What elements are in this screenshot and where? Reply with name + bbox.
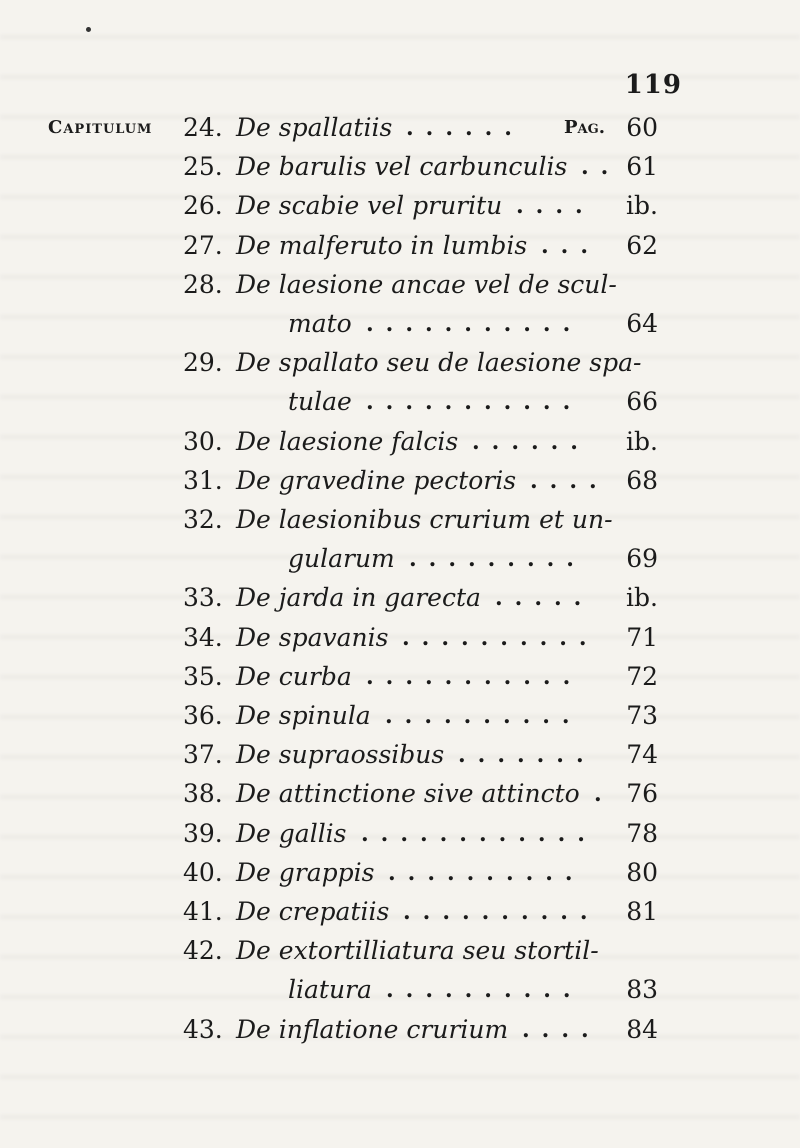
chapter-number: 40. [183, 857, 223, 887]
chapter-title: De barulis vel carbunculis [236, 152, 568, 182]
chapter-title: De grappis [236, 857, 375, 887]
dot-leader: .... [522, 1016, 601, 1043]
chapter-number: 41. [183, 897, 223, 926]
dot-leader: .......... [403, 899, 600, 925]
toc-line [0, 696, 800, 736]
toc-line [0, 186, 800, 226]
page-reference: 76 [626, 779, 658, 809]
page-reference: 69 [626, 544, 658, 574]
page-reference: 81 [626, 897, 658, 926]
toc-line [0, 304, 800, 344]
toc-line [0, 892, 800, 932]
toc-line [0, 343, 800, 383]
chapter-title: De extortilliatura seu stortil- [236, 936, 599, 966]
chapter-title: De laesione ancae vel de scul- [236, 269, 617, 299]
chapter-title: De jarda in garecta [236, 583, 481, 613]
chapter-label: Capitulum [48, 117, 153, 138]
page-reference: 66 [626, 387, 658, 417]
toc-line [0, 657, 800, 697]
page-reference: ib. [626, 426, 658, 456]
chapter-title: De laesionibus crurium et un- [236, 505, 613, 534]
toc-line [0, 382, 800, 422]
dot-leader: .. [581, 154, 621, 181]
chapter-title: liatura [288, 975, 372, 1005]
dot-leader: .......... [386, 977, 583, 1004]
page-reference: 73 [626, 701, 658, 730]
toc-line [0, 931, 800, 971]
toc-line [0, 970, 800, 1010]
chapter-title: De gallis [236, 818, 347, 848]
chapter-title: mato [288, 309, 352, 338]
chapter-title: De crepatiis [236, 897, 390, 926]
chapter-title: De spavanis [236, 622, 389, 652]
toc-line [0, 735, 800, 775]
dot-leader: ....... [458, 742, 596, 769]
chapter-title: De spinula [236, 701, 371, 730]
dot-leader: .......... [388, 859, 585, 886]
page-reference: 60 [626, 113, 658, 142]
page-reference: 64 [626, 309, 658, 338]
chapter-title: De spallato seu de laesione spa- [236, 348, 642, 378]
dot-leader: ... [541, 232, 600, 259]
dot-leader: ...... [472, 428, 590, 455]
dot-leader: . [594, 781, 614, 808]
dot-leader: ..... [495, 585, 594, 612]
page-reference: 84 [626, 1014, 658, 1044]
chapter-number: 29. [183, 348, 223, 378]
toc-line [0, 461, 800, 501]
chapter-number: 28. [183, 269, 223, 299]
chapter-number: 43. [183, 1014, 223, 1044]
toc-line [0, 500, 800, 540]
chapter-title: De supraossibus [236, 740, 445, 770]
chapter-number: 34. [183, 622, 223, 652]
dot-leader: ........... [366, 389, 583, 416]
chapter-number: 25. [183, 152, 223, 182]
page-reference: 72 [626, 661, 658, 691]
chapter-title: De spallatiis [236, 113, 393, 142]
toc-line [0, 853, 800, 893]
dot-leader: .......... [385, 703, 582, 729]
dot-leader: .... [530, 467, 609, 494]
page-reference: 61 [626, 152, 658, 182]
chapter-number: 36. [183, 701, 223, 730]
toc-line [0, 578, 800, 618]
toc-line [0, 265, 800, 305]
dot-leader: .... [516, 193, 595, 220]
toc-line [0, 226, 800, 266]
toc-line [0, 618, 800, 658]
toc-line [0, 539, 800, 579]
toc-line [0, 774, 800, 814]
chapter-number: 26. [183, 191, 223, 221]
page-reference: 80 [626, 857, 658, 887]
page-reference: ib. [626, 191, 658, 221]
chapter-title: De curba [236, 661, 352, 691]
dot-leader: ......... [409, 546, 586, 573]
page-reference: 83 [626, 975, 658, 1005]
page-reference: 78 [626, 818, 658, 848]
toc-line [0, 814, 800, 854]
toc-line [0, 422, 800, 462]
chapter-number: 39. [183, 818, 223, 848]
chapter-title: De attinctione sive attincto [236, 779, 580, 809]
page-reference: ib. [626, 583, 658, 613]
chapter-number: 27. [183, 230, 223, 260]
page-reference: 62 [626, 230, 658, 260]
toc-line [0, 1010, 800, 1050]
toc-line [0, 147, 800, 187]
chapter-number: 42. [183, 936, 223, 966]
chapter-number: 31. [183, 465, 223, 495]
chapter-title: tulae [288, 387, 352, 417]
pag-label: Pag. [564, 117, 605, 138]
dot-leader: .......... [402, 624, 599, 651]
chapter-number: 35. [183, 661, 223, 691]
page-number: 119 [624, 70, 682, 100]
page-reference: 68 [626, 465, 658, 495]
chapter-title: gularum [288, 544, 395, 574]
chapter-number: 38. [183, 779, 223, 809]
dot-leader: ............ [361, 820, 597, 847]
dot-leader: ........... [366, 663, 583, 690]
chapter-title: De gravedine pectoris [236, 465, 517, 495]
chapter-number: 37. [183, 740, 223, 770]
toc-line [0, 108, 800, 148]
chapter-number: 30. [183, 426, 223, 456]
chapter-title: De laesione falcis [236, 426, 459, 456]
chapter-title: De scabie vel pruritu [236, 191, 503, 221]
chapter-number: 32. [183, 505, 223, 534]
ink-speck [86, 27, 91, 32]
dot-leader: ...... [406, 115, 524, 141]
chapter-number: 33. [183, 583, 223, 613]
chapter-title: De malferuto in lumbis [236, 230, 528, 260]
page-reference: 74 [626, 740, 658, 770]
page-reference: 71 [626, 622, 658, 652]
chapter-number: 24. [183, 113, 223, 142]
chapter-title: De inflatione crurium [236, 1014, 509, 1044]
dot-leader: ........... [366, 311, 583, 337]
